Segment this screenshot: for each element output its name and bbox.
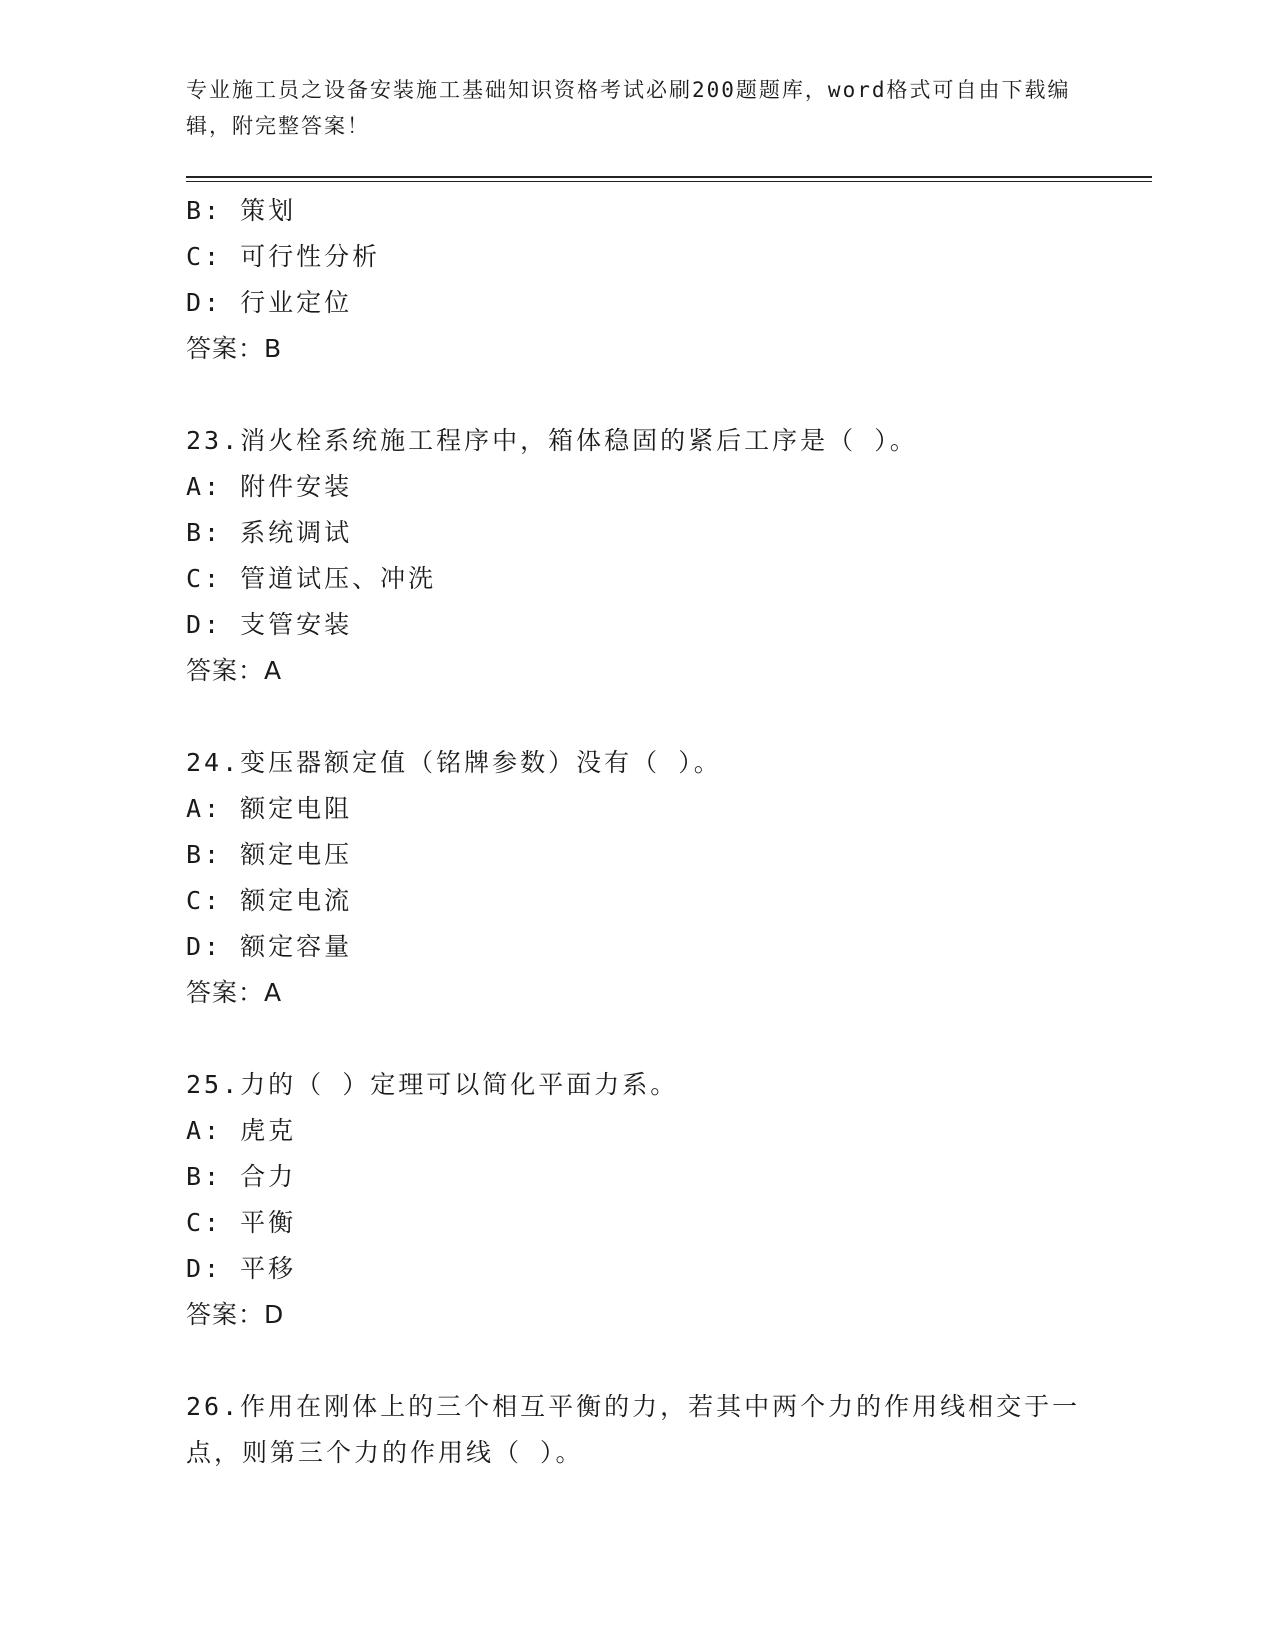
option-b: B: 策划 [186, 196, 297, 225]
question-title: 24.变压器额定值（铭牌参数）没有（ ）。 [186, 748, 722, 777]
answer-line: 答案：B [186, 334, 283, 363]
answer-line: 答案：A [186, 978, 283, 1007]
question-title: 26.作用在刚体上的三个相互平衡的力，若其中两个力的作用线相交于一点，则第三个力的作用线（ ）。 [186, 1392, 1081, 1467]
option-b: B: 合力 [186, 1162, 297, 1191]
question-23 [186, 418, 1086, 694]
option-d: D: 额定容量 [186, 932, 353, 961]
option-a: A: 虎克 [186, 1116, 297, 1145]
header-rule-thin [186, 181, 1152, 182]
option-c: C: 额定电流 [186, 886, 353, 915]
question-24 [186, 740, 1086, 1016]
answer-line: 答案：D [186, 1300, 285, 1329]
option-c: C: 管道试压、冲洗 [186, 564, 437, 593]
option-c: C: 平衡 [186, 1208, 297, 1237]
document-body [186, 188, 1086, 1522]
question-title: 23.消火栓系统施工程序中，箱体稳固的紧后工序是（ ）。 [186, 426, 918, 455]
option-d: D: 支管安装 [186, 610, 353, 639]
document-header: 专业施工员之设备安装施工基础知识资格考试必刷200题题库，word格式可自由下载编辑，附完整答案！ [186, 78, 1071, 138]
question-title: 25.力的（ ）定理可以简化平面力系。 [186, 1070, 679, 1099]
question-22-continued [186, 188, 1086, 372]
option-d: D: 平移 [186, 1254, 297, 1283]
question-26 [186, 1384, 1086, 1476]
option-b: B: 系统调试 [186, 518, 353, 547]
header-rule-thick [186, 176, 1152, 178]
option-c: C: 可行性分析 [186, 242, 381, 271]
option-a: A: 额定电阻 [186, 794, 353, 823]
option-d: D: 行业定位 [186, 288, 353, 317]
answer-line: 答案：A [186, 656, 283, 685]
question-25 [186, 1062, 1086, 1338]
option-b: B: 额定电压 [186, 840, 353, 869]
option-a: A: 附件安装 [186, 472, 353, 501]
